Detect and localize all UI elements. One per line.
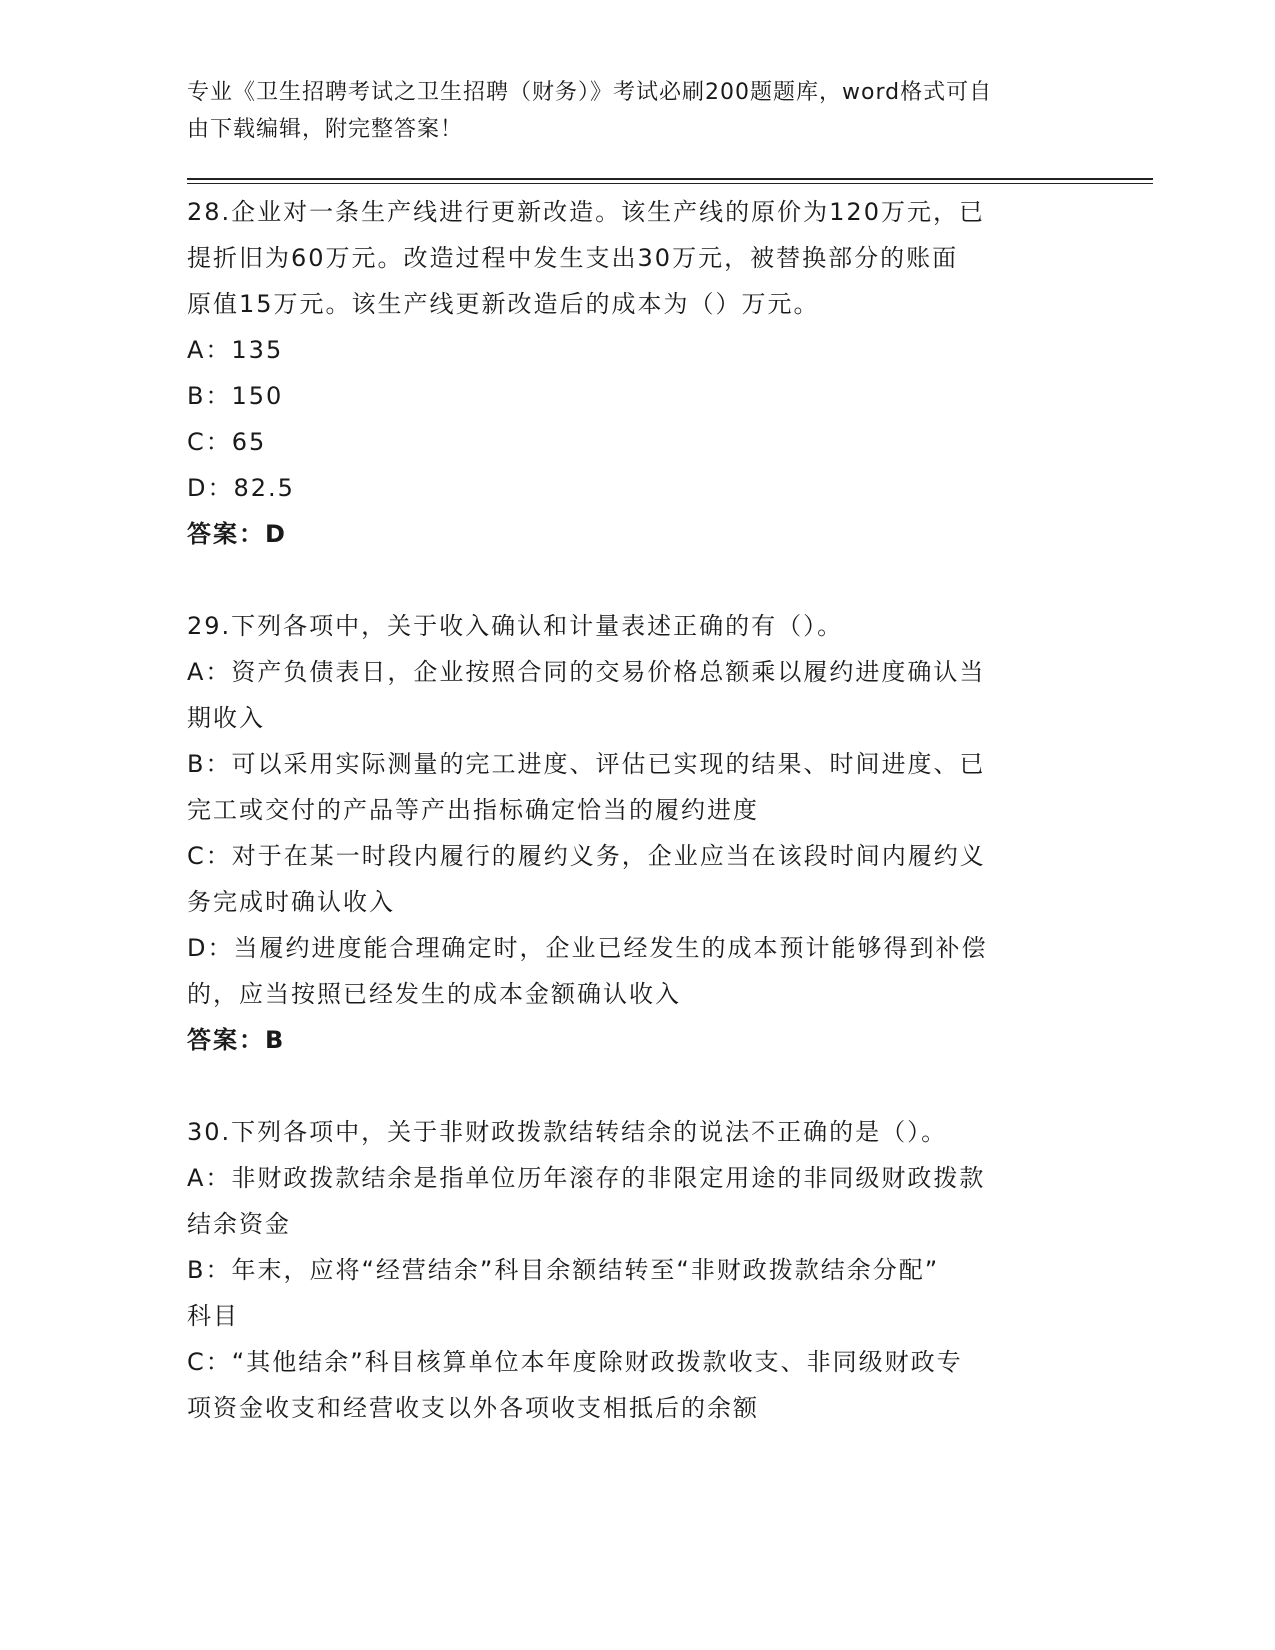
header-line-1: 专业《卫生招聘考试之卫生招聘（财务）》考试必刷200题题库，word格式可自 xyxy=(187,80,993,105)
option-c xyxy=(187,833,1072,925)
question-stem-line: 28.企业对一条生产线进行更新改造。该生产线的原价为120万元，已 xyxy=(187,198,985,226)
option-b xyxy=(187,741,1072,833)
option-line: B：年末，应将“经营结余”科目余额结转至“非财政拨款结余分配” xyxy=(187,1256,940,1284)
option-d xyxy=(187,465,1072,511)
option-a xyxy=(187,327,1072,373)
question-stem xyxy=(187,189,1072,327)
document-header xyxy=(187,74,1067,148)
option-line: A：非财政拨款结余是指单位历年滚存的非限定用途的非同级财政拨款 xyxy=(187,1164,986,1192)
question-28 xyxy=(187,189,1072,557)
option-line: A：资产负债表日，企业按照合同的交易价格总额乘以履约进度确认当 xyxy=(187,658,986,686)
option-b xyxy=(187,373,1072,419)
option-line: A：135 xyxy=(187,336,284,364)
question-stem-line: 提折旧为60万元。改造过程中发生支出30万元，被替换部分的账面 xyxy=(187,244,959,272)
option-line: B：可以采用实际测量的完工进度、评估已实现的结果、时间进度、已 xyxy=(187,750,986,778)
option-c xyxy=(187,419,1072,465)
header-divider-thick xyxy=(187,178,1153,180)
question-stem xyxy=(187,1109,1072,1155)
option-line: 科目 xyxy=(187,1302,239,1330)
option-line: 期收入 xyxy=(187,704,265,732)
option-d xyxy=(187,925,1072,1017)
answer-label: 答案：D xyxy=(187,520,287,548)
option-a xyxy=(187,1155,1072,1247)
option-line: C：65 xyxy=(187,428,267,456)
option-b xyxy=(187,1247,1072,1339)
question-stem-line: 原值15万元。该生产线更新改造后的成本为（）万元。 xyxy=(187,290,820,318)
option-line: 项资金收支和经营收支以外各项收支相抵后的余额 xyxy=(187,1394,759,1422)
answer-label: 答案：B xyxy=(187,1026,286,1054)
option-line: D：当履约进度能合理确定时，企业已经发生的成本预计能够得到补偿 xyxy=(187,934,988,962)
option-line: C：“其他结余”科目核算单位本年度除财政拨款收支、非同级财政专 xyxy=(187,1348,963,1376)
option-line: 务完成时确认收入 xyxy=(187,888,395,916)
header-line-2: 由下载编辑，附完整答案！ xyxy=(187,117,464,142)
header-divider-thin xyxy=(187,183,1153,184)
option-c xyxy=(187,1339,1072,1431)
question-30 xyxy=(187,1109,1072,1431)
option-line: 结余资金 xyxy=(187,1210,291,1238)
option-line: D：82.5 xyxy=(187,474,295,502)
question-29 xyxy=(187,603,1072,1063)
question-stem xyxy=(187,603,1072,649)
question-list xyxy=(187,189,1072,1477)
option-line: 的，应当按照已经发生的成本金额确认收入 xyxy=(187,980,681,1008)
question-stem-line: 30.下列各项中，关于非财政拨款结转结余的说法不正确的是（）。 xyxy=(187,1118,948,1146)
question-stem-line: 29.下列各项中，关于收入确认和计量表述正确的有（）。 xyxy=(187,612,844,640)
option-line: C：对于在某一时段内履行的履约义务，企业应当在该段时间内履约义 xyxy=(187,842,986,870)
option-line: 完工或交付的产品等产出指标确定恰当的履约进度 xyxy=(187,796,759,824)
option-a xyxy=(187,649,1072,741)
option-line: B：150 xyxy=(187,382,284,410)
